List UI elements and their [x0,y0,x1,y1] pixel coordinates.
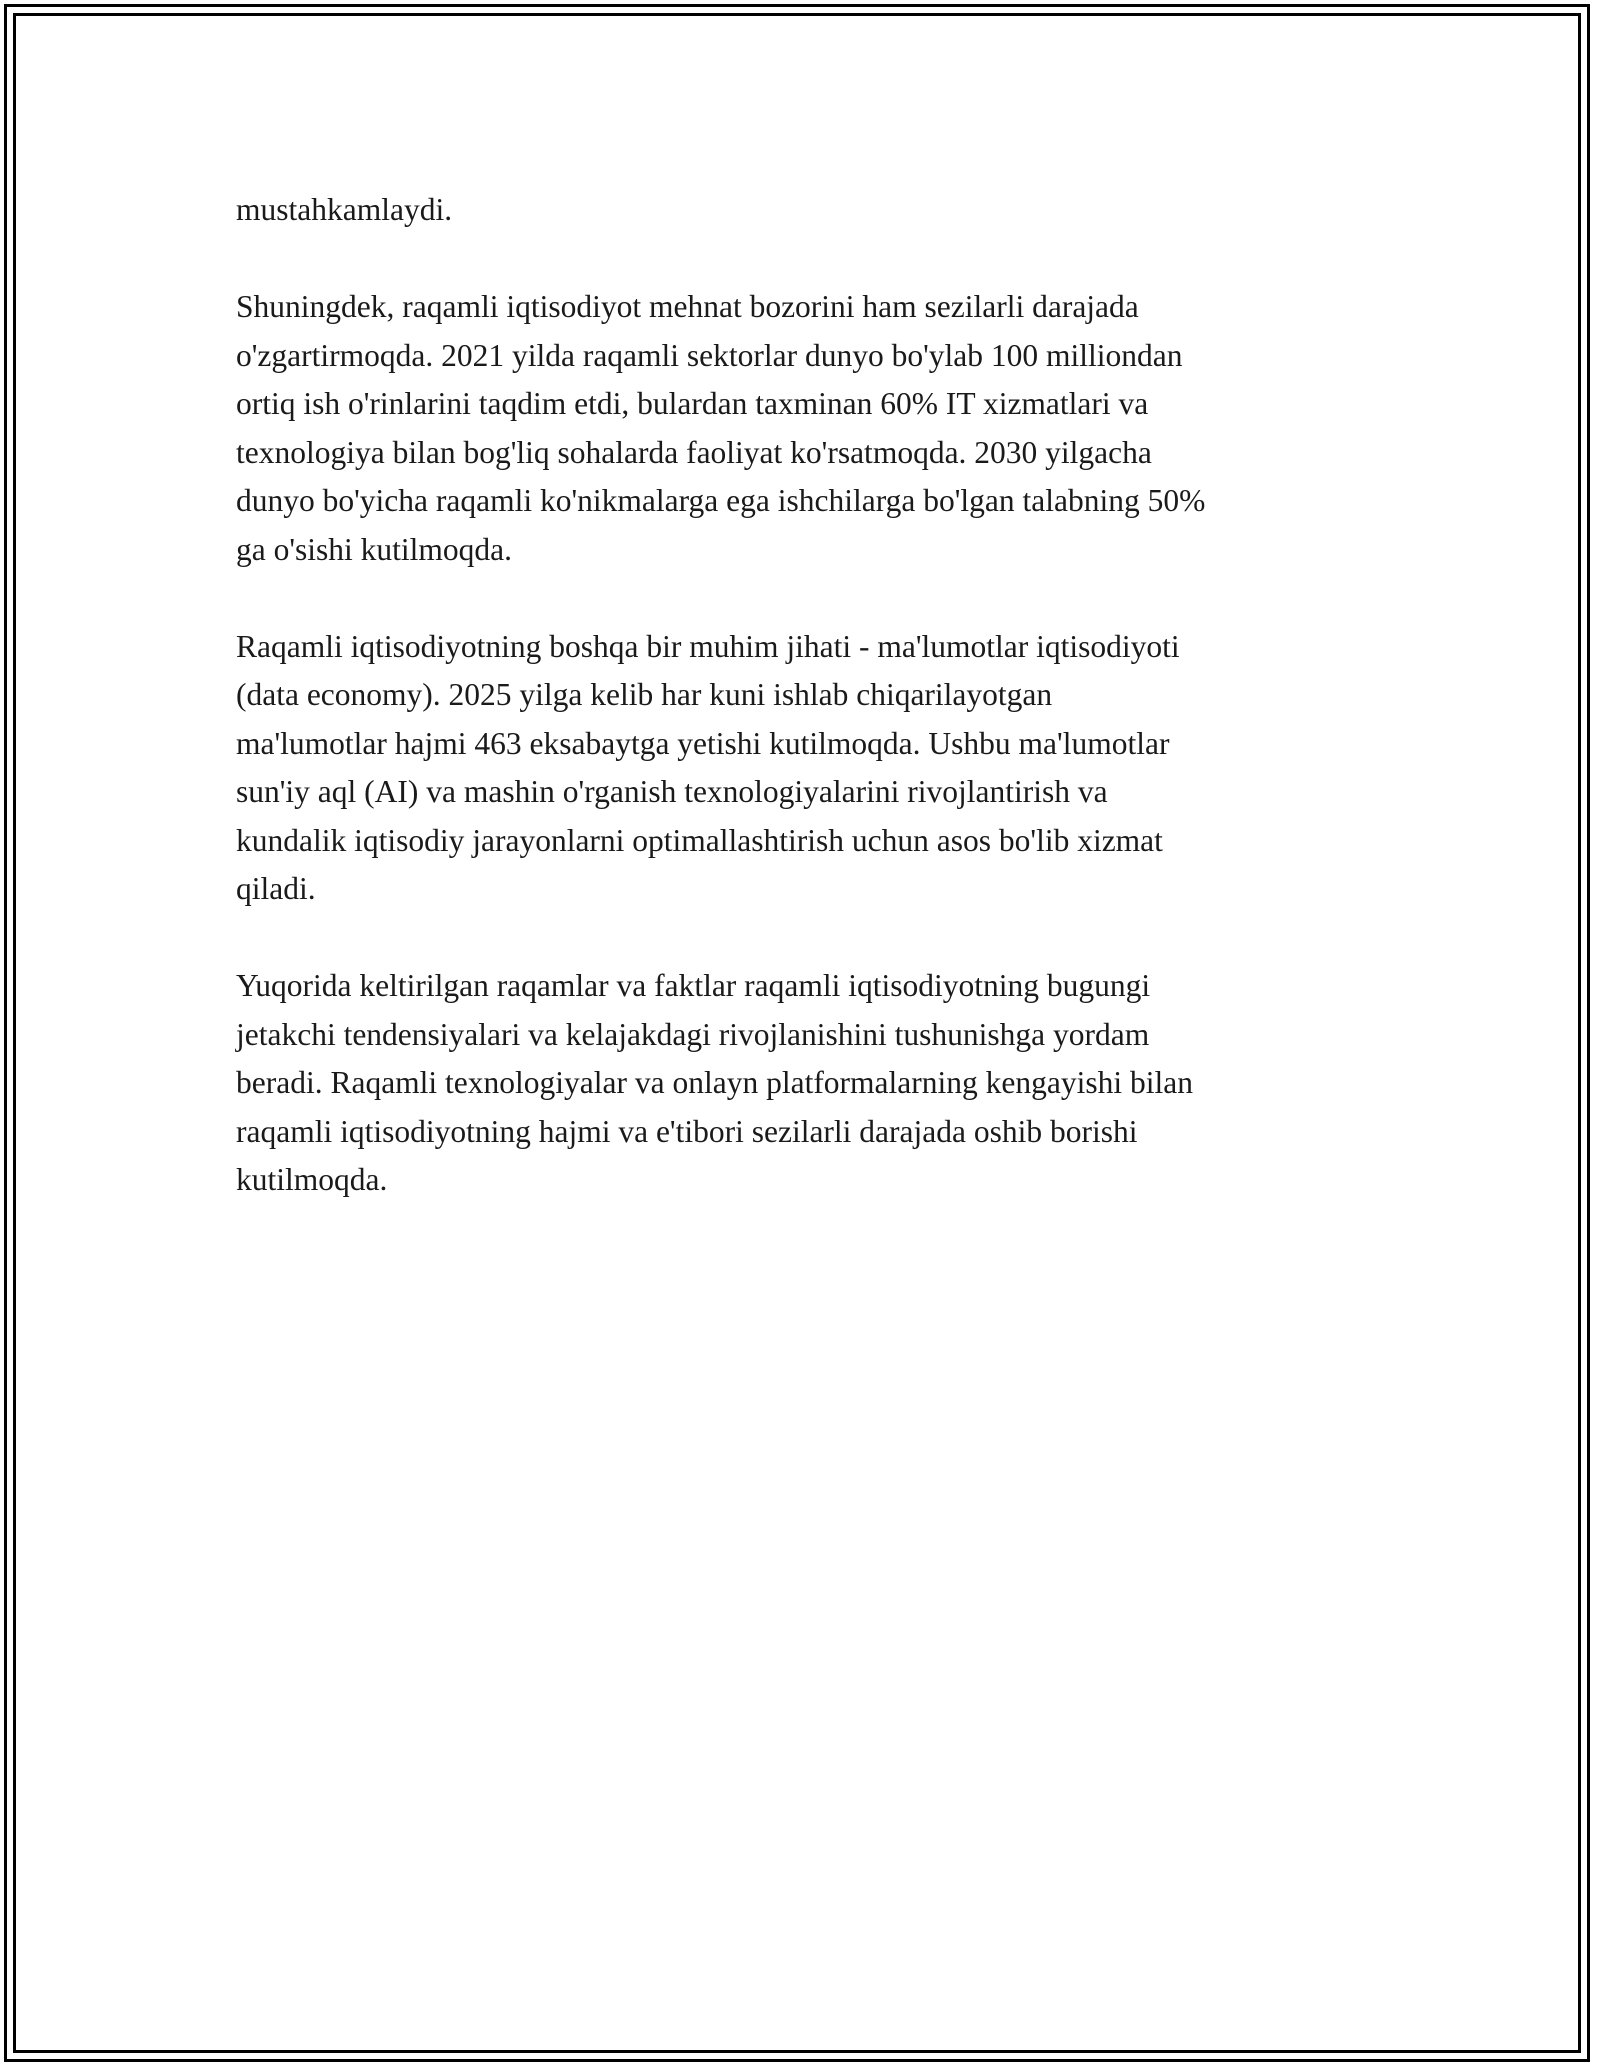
document-body [236,186,1386,1253]
text-line: ga o'sishi kutilmoqda. [236,531,513,567]
text-line: kutilmoqda. [236,1162,388,1197]
text-line: sun'iy aql (AI) va mashin o'rganish texnologiyalarini rivojlantirish va [236,774,1108,809]
text-line: kundalik iqtisodiy jarayonlarni optimallashtirish uchun asos bo'lib xizmat [236,822,1163,858]
paragraph-1 [236,186,1386,235]
paragraph-2 [236,283,1386,574]
text-line: dunyo bo'yicha raqamli ko'nikmalarga ega ishchilarga bo'lgan talabning 50% [236,483,1206,518]
text-line: (data economy). 2025 yilga kelib har kuni ishlab chiqarilayotgan [236,677,1053,712]
paragraph-4 [236,962,1386,1205]
text-line: mustahkamlaydi. [236,192,453,227]
text-line: Raqamli iqtisodiyotning boshqa bir muhim jihati - ma'lumotlar iqtisodiyoti [236,628,1180,664]
text-line: texnologiya bilan bog'liq sohalarda faoliyat ko'rsatmoqda. 2030 yilgacha [236,434,1152,470]
text-line: qiladi. [236,871,316,906]
text-line: o'zgartirmoqda. 2021 yilda raqamli sektorlar dunyo bo'ylab 100 milliondan [236,337,1183,373]
text-line: jetakchi tendensiyalari va kelajakdagi rivojlanishini tushunishga yordam [236,1016,1150,1052]
text-line: ortiq ish o'rinlarini taqdim etdi, bulardan taxminan 60% IT xizmatlari va [236,386,1149,421]
text-line: ma'lumotlar hajmi 463 eksabaytga yetishi kutilmoqda. Ushbu ma'lumotlar [236,725,1170,761]
text-line: Shuningdek, raqamli iqtisodiyot mehnat bozorini ham sezilarli darajada [236,289,1139,324]
text-line: Yuqorida keltirilgan raqamlar va faktlar raqamli iqtisodiyotning bugungi [236,968,1151,1003]
text-line: beradi. Raqamli texnologiyalar va onlayn platformalarning kengayishi bilan [236,1065,1193,1100]
paragraph-3 [236,623,1386,914]
text-line: raqamli iqtisodiyotning hajmi va e'tibori sezilarli darajada oshib borishi [236,1113,1138,1149]
